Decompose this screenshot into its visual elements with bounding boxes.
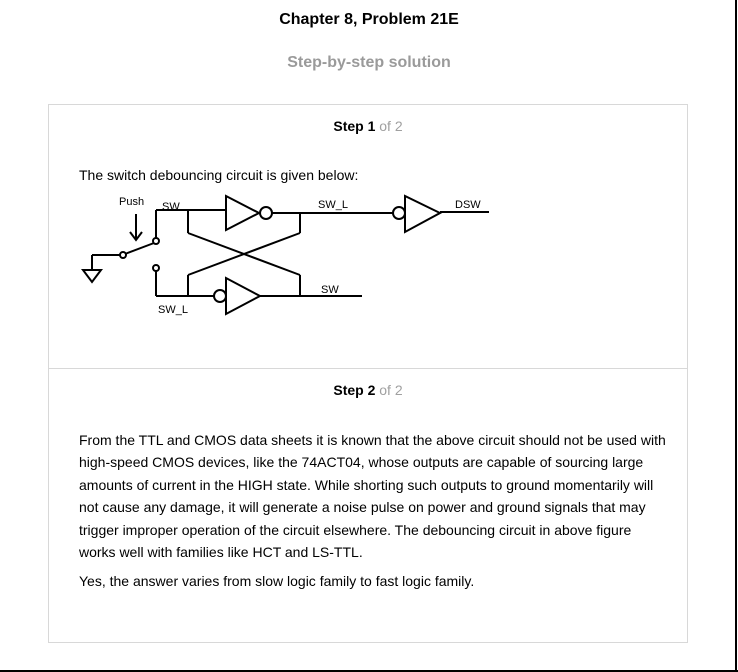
bottom-inverter-bubble <box>214 290 226 302</box>
top-inverter <box>226 196 259 230</box>
label-sw-top: SW <box>162 201 180 213</box>
step-2-heading <box>48 382 688 398</box>
page-subtitle: Step-by-step solution <box>287 54 451 71</box>
output-buffer <box>405 196 440 232</box>
step-2-paragraph-1: From the TTL and CMOS data sheets it is known that the above circuit should not be used with high-speed CMOS devices, like the 74ACT04, whose outputs are capable of sourcing large amounts of current in the HIGH state. While shorting such outputs to ground momentarily will not cause any damage, it will generate a noise pulse on power and ground signals that may trigger improper operation of the circuit elsewhere. The debouncing circuit in above figure works well with families like HCT and LS-TTL. <box>79 432 666 561</box>
page-title: Chapter 8, Problem 21E <box>279 11 459 28</box>
ground-icon <box>83 270 101 282</box>
top-inverter-bubble <box>260 207 272 219</box>
debounce-circuit-diagram <box>76 190 496 322</box>
step-2-paragraph-2: Yes, the answer varies from slow logic family to fast logic family. <box>79 573 475 589</box>
switch-contact-bottom <box>153 265 159 271</box>
label-sw-bottom: SW <box>321 284 339 296</box>
bottom-inverter <box>226 278 260 314</box>
step-2-count: of 2 <box>379 382 403 398</box>
output-buffer-bubble <box>393 207 405 219</box>
step-2-label: Step 2 <box>333 382 376 398</box>
step-1-count: of 2 <box>379 118 403 134</box>
label-sw-l-top: SW_L <box>318 199 348 211</box>
step-divider <box>48 368 688 369</box>
step-1-heading <box>48 118 688 134</box>
window-right-border <box>735 0 737 672</box>
step-1-label: Step 1 <box>333 118 376 134</box>
label-push: Push <box>119 196 145 208</box>
label-sw-l-bottom: SW_L <box>158 304 188 316</box>
label-dsw: DSW <box>455 199 481 211</box>
switch-blade <box>125 243 154 254</box>
step-1-intro: The switch debouncing circuit is given below: <box>79 167 359 183</box>
